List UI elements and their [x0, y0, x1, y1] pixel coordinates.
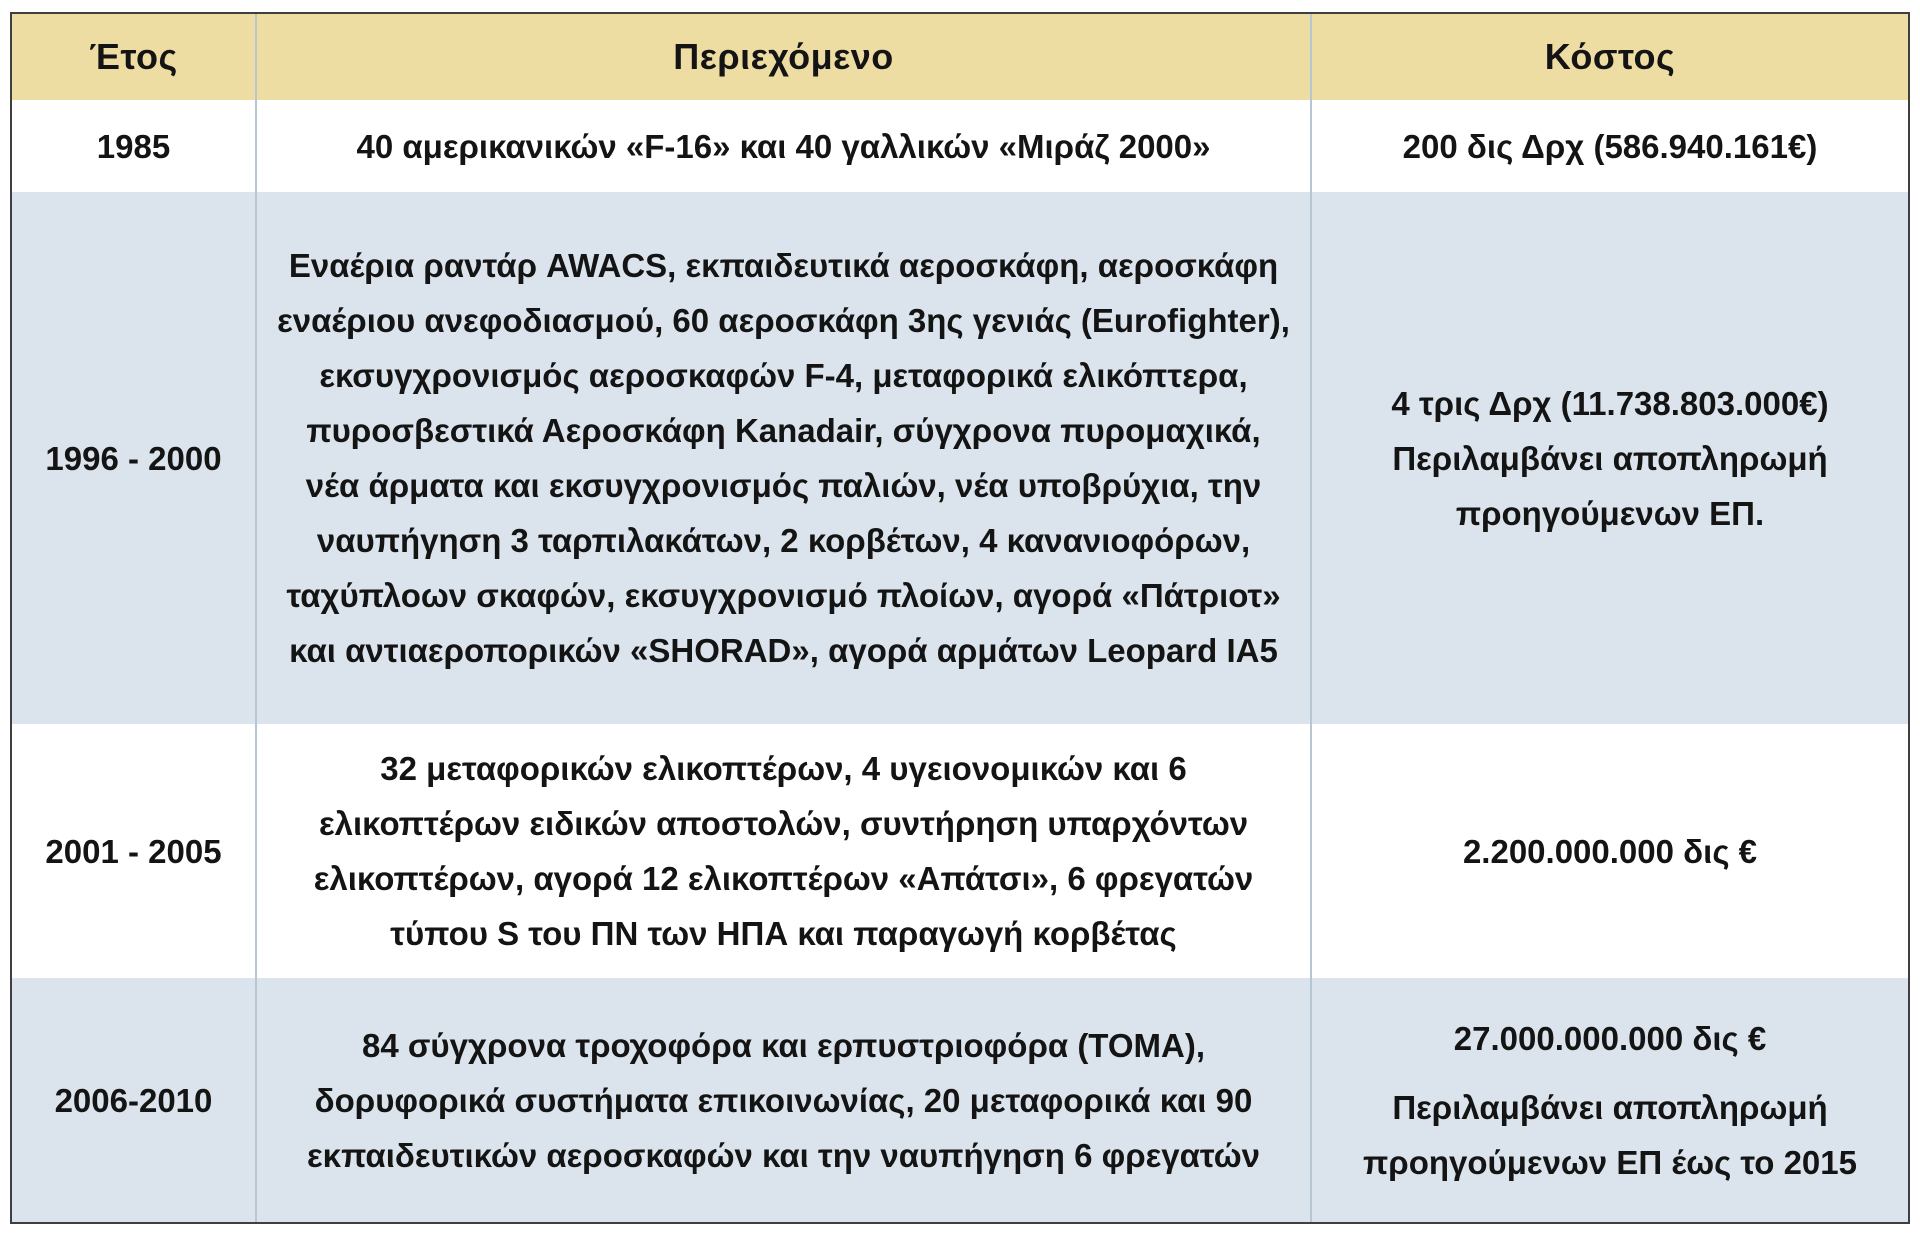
- cost-note: Περιλαμβάνει αποπληρωμή προηγούμενων ΕΠ.: [1392, 439, 1828, 532]
- table-header: [12, 14, 1908, 100]
- cost-cell: [1311, 724, 1908, 978]
- year-cell: 1996 - 2000: [12, 192, 256, 724]
- cost-amount: 4 τρις Δρχ (11.738.803.000€): [1391, 384, 1829, 422]
- table-row: [12, 724, 1908, 978]
- year-cell: 1985: [12, 100, 256, 192]
- year-cell: 2006-2010: [12, 978, 256, 1222]
- table-row: [12, 192, 1908, 724]
- cost-spacer: [1330, 1066, 1890, 1080]
- content-cell: 32 μεταφορικών ελικοπτέρων, 4 υγειονομικών και 6 ελικοπτέρων ειδικών αποστολών, συντήρηση υπαρχόντων ελικοπτέρων, αγορά 12 ελικοπτέρων «Απάτσι», 6 φρεγατών τύπου S του ΠΝ των ΗΠΑ και παραγωγή κορβέτας: [256, 724, 1311, 978]
- content-cell: 84 σύγχρονα τροχοφόρα και ερπυστριοφόρα (ΤΟΜΑ), δορυφορικά συστήματα επικοινωνίας, 20 μεταφορικά και 90 εκπαιδευτικών αεροσκαφών και την ναυπήγηση 6 φρεγατών: [256, 978, 1311, 1222]
- table-row: [12, 978, 1908, 1222]
- content-cell: Εναέρια ραντάρ AWACS, εκπαιδευτικά αεροσκάφη, αεροσκάφη εναέριου ανεφοδιασμού, 60 αεροσκάφη 3ης γενιάς (Eurofighter), εκσυγχρονισμός αεροσκαφών F-4, μεταφορικά ελικόπτερα, πυροσβεστικά Αεροσκάφη Kanadair, σύγχρονα πυρομαχικά, νέα άρματα και εκσυγχρονισμός παλιών, νέα υποβρύχια, την ναυπήγηση 3 ταρπιλακάτων, 2 κορβέτων, 4 κανανιοφόρων, ταχύπλοων σκαφών, εκσυγχρονισμό πλοίων, αγορά «Πάτριοτ» και αντιαεροπορικών «SHORAD», αγορά αρμάτων Leopard IA5: [256, 192, 1311, 724]
- cost-amount: 200 δις Δρχ (586.940.161€): [1402, 127, 1818, 165]
- procurement-table-frame: [10, 12, 1910, 1224]
- header-content: Περιεχόμενο: [256, 14, 1311, 100]
- table-body: [12, 100, 1908, 1222]
- table-row: [12, 100, 1908, 192]
- header-row: [12, 14, 1908, 100]
- content-cell: 40 αμερικανικών «F-16» και 40 γαλλικών «Μιράζ 2000»: [256, 100, 1311, 192]
- header-cost: Κόστος: [1311, 14, 1908, 100]
- cost-cell: [1311, 978, 1908, 1222]
- header-year: Έτος: [12, 14, 256, 100]
- cost-amount: 2.200.000.000 δις €: [1462, 832, 1758, 870]
- cost-note: Περιλαμβάνει αποπληρωμή προηγούμενων ΕΠ έως το 2015: [1363, 1088, 1857, 1181]
- year-cell: 2001 - 2005: [12, 724, 256, 978]
- procurement-table: [12, 14, 1908, 1222]
- cost-cell: [1311, 192, 1908, 724]
- cost-cell: [1311, 100, 1908, 192]
- cost-amount: 27.000.000.000 δις €: [1453, 1019, 1767, 1057]
